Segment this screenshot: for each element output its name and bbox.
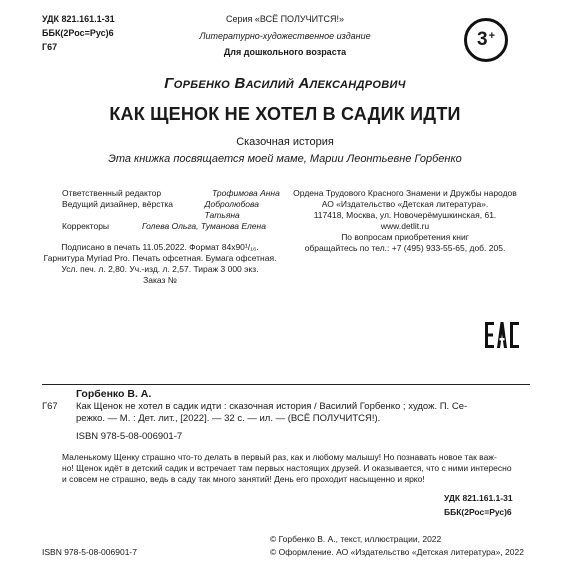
- credit-name: Добролюбова Татьяна: [204, 199, 259, 220]
- author-mark: Г67: [42, 42, 58, 52]
- publisher-line: 117418, Москва, ул. Новочерёмушкинская, 61.: [313, 210, 497, 220]
- age-note: Для дошкольного возраста: [223, 47, 347, 57]
- copyright-design: © Оформление. АО «Издательство «Детская литература», 2022: [270, 547, 524, 557]
- print-order: Заказ №: [143, 275, 177, 285]
- catalog-entry-line: Как Щенок не хотел в садик идти : сказочная история / Василий Горбенко ; худож. П. Се-: [76, 401, 468, 412]
- credit-row: [62, 221, 292, 232]
- footer-isbn: ISBN 978-5-08-006901-7: [42, 547, 137, 557]
- print-details: [40, 242, 280, 286]
- credits-block: [62, 188, 292, 232]
- edition-type: Литературно-художественное издание: [199, 31, 371, 41]
- catalog-entry-line: режко. — М. : Дет. лит., [2022]. — 32 с. — ил. — (ВСЁ ПОЛУЧИТСЯ!).: [76, 413, 381, 424]
- annotation-line: и совсем не страшно, ведь в саду так много занятий! День его проходит насыщенно и ярко!: [62, 474, 425, 484]
- book-title: КАК ЩЕНОК НЕ ХОТЕЛ В САДИК ИДТИ: [109, 104, 461, 124]
- publisher-line: Ордена Трудового Красного Знамени и Дружбы народов: [293, 188, 517, 198]
- catalog-code: Г67: [42, 401, 58, 412]
- age-rating-plus: +: [488, 30, 495, 42]
- print-line: Гарнитура Myriad Pro. Печать офсетная. Бумага офсетная.: [43, 253, 277, 263]
- series-name: Серия «ВСЁ ПОЛУЧИТСЯ!»: [225, 14, 345, 24]
- book-genre: Сказочная история: [236, 136, 334, 148]
- annotation-line: Маленькому Щенку страшно что-то делать в первый раз, как и любому малышу! Но познавать новое так важ-: [62, 452, 497, 462]
- catalog-author: Горбенко В. А.: [76, 388, 152, 400]
- eac-logo-icon: [485, 320, 519, 350]
- bbk-code: ББК(2Рос=Рус)6: [42, 28, 114, 38]
- dedication: Эта книжка посвящается моей маме, Марии Леонтьевне Горбенко: [108, 153, 462, 165]
- credit-name: Трофимова Анна: [212, 188, 280, 198]
- print-line: Усл. печ. л. 2,80. Уч.-изд. л. 2,57. Тираж 3 000 экз.: [61, 264, 259, 274]
- credit-role: Корректоры: [62, 221, 110, 231]
- catalog-bbk: ББК(2Рос=Рус)6: [444, 507, 512, 517]
- publisher-block: [270, 188, 540, 254]
- print-line: Подписано в печать 11.05.2022. Формат 84х90¹/₁₆.: [61, 242, 259, 252]
- copyright-text: © Горбенко В. А., текст, иллюстрации, 2022: [270, 534, 442, 544]
- annotation-line: но! Щенок идёт в детский садик и встречает там первых настоящих друзей. И оказывается, что с ними интересно: [62, 463, 512, 473]
- catalog-divider: [42, 384, 530, 385]
- publisher-phone: обращайтесь по тел.: +7 (495) 933-55-65, доб. 205.: [304, 243, 506, 253]
- credit-row: [62, 188, 292, 199]
- udk-code: УДК 821.161.1-31: [42, 14, 115, 24]
- eac-mark: [485, 320, 519, 350]
- catalog-udk: УДК 821.161.1-31: [444, 493, 513, 503]
- author-name: Горбенко Василий Александрович: [164, 75, 406, 92]
- catalog-entry: [76, 401, 546, 425]
- age-rating-badge: [464, 18, 508, 62]
- publisher-line: По вопросам приобретения книг: [341, 232, 469, 242]
- catalog-isbn: ISBN 978-5-08-006901-7: [76, 431, 183, 442]
- publisher-line: АО «Издательство «Детская литература».: [321, 199, 489, 209]
- credit-name: Голева Ольга, Туманова Елена: [142, 221, 266, 231]
- credit-role: Ответственный редактор: [62, 188, 162, 198]
- credit-role: Ведущий дизайнер, вёрстка: [62, 199, 173, 209]
- credit-row: [62, 199, 292, 221]
- publisher-website: www.detlit.ru: [380, 221, 430, 231]
- age-rating-number: 3: [476, 29, 488, 50]
- annotation: [62, 452, 542, 485]
